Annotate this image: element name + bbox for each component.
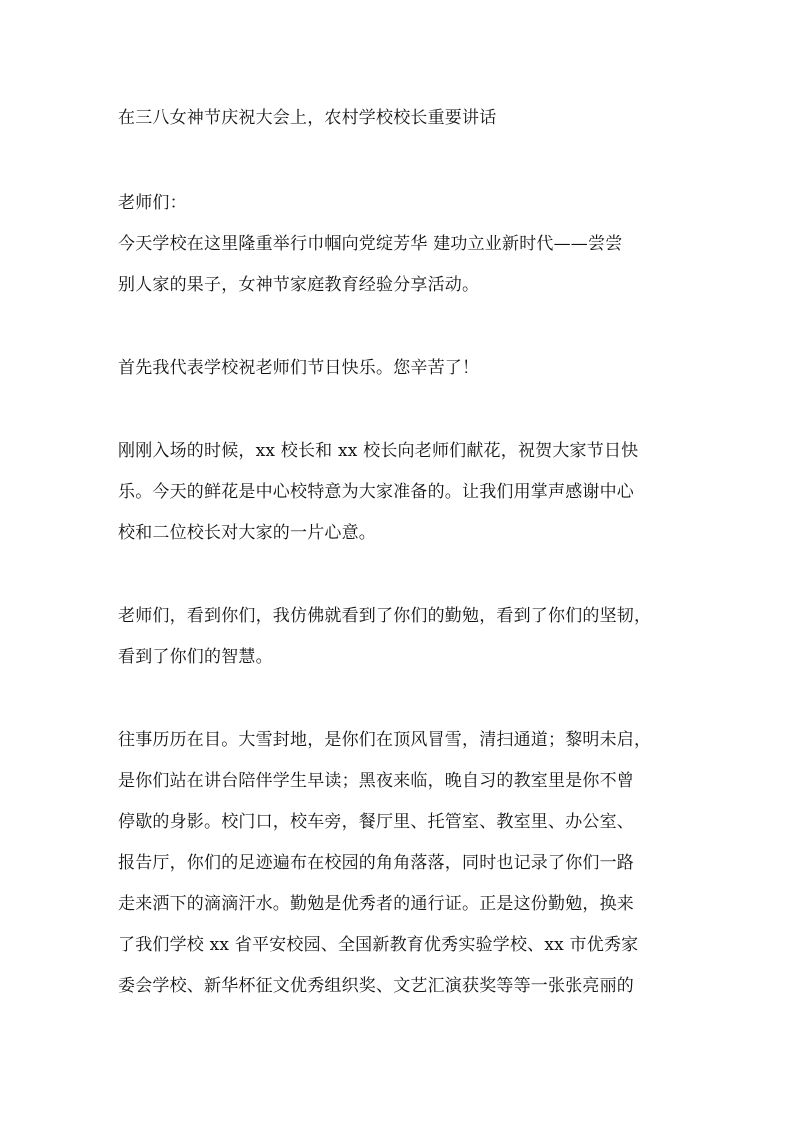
paragraph-line: 校和二位校长对大家的一片心意。 bbox=[118, 523, 376, 543]
paragraph-line: 老师们，看到你们，我仿佛就看到了你们的勤勉，看到了你们的坚韧， bbox=[118, 606, 652, 626]
paragraph-line: 是你们站在讲台陪伴学生早读；黑夜来临，晚自习的教室里是你不曾 bbox=[118, 771, 634, 791]
paragraph-line: 首先我代表学校祝老师们节日快乐。您辛苦了！ bbox=[118, 358, 480, 378]
paragraph-line: 停歇的身影。校门口，校车旁，餐厅里、托管室、教室里、办公室、 bbox=[118, 812, 634, 832]
paragraph-line: 刚刚入场的时候，xx 校长和 xx 校长向老师们献花，祝贺大家节日快 bbox=[118, 441, 639, 461]
salutation: 老师们： bbox=[118, 193, 187, 213]
paragraph-line: 往事历历在目。大雪封地，是你们在顶风冒雪，清扫通道；黎明未启， bbox=[118, 730, 652, 750]
paragraph-line: 今天学校在这里隆重举行巾帼向党绽芳华 建功立业新时代——尝尝 bbox=[118, 234, 623, 254]
paragraph-line: 别人家的果子，女神节家庭教育经验分享活动。 bbox=[118, 275, 480, 295]
paragraph-line: 看到了你们的智慧。 bbox=[118, 647, 273, 667]
document-title: 在三八女神节庆祝大会上，农村学校校长重要讲话 bbox=[118, 108, 497, 128]
paragraph-line: 报告厅，你们的足迹遍布在校园的角角落落，同时也记录了你们一路 bbox=[118, 853, 634, 873]
paragraph-line: 了我们学校 xx 省平安校园、全国新教育优秀实验学校、xx 市优秀家 bbox=[118, 935, 639, 955]
paragraph-line: 委会学校、新华杯征文优秀组织奖、文艺汇演获奖等等一张张亮丽的 bbox=[118, 976, 634, 996]
paragraph-line: 走来洒下的滴滴汗水。勤勉是优秀者的通行证。正是这份勤勉，换来 bbox=[118, 894, 634, 914]
paragraph-line: 乐。今天的鲜花是中心校特意为大家准备的。让我们用掌声感谢中心 bbox=[118, 482, 634, 502]
